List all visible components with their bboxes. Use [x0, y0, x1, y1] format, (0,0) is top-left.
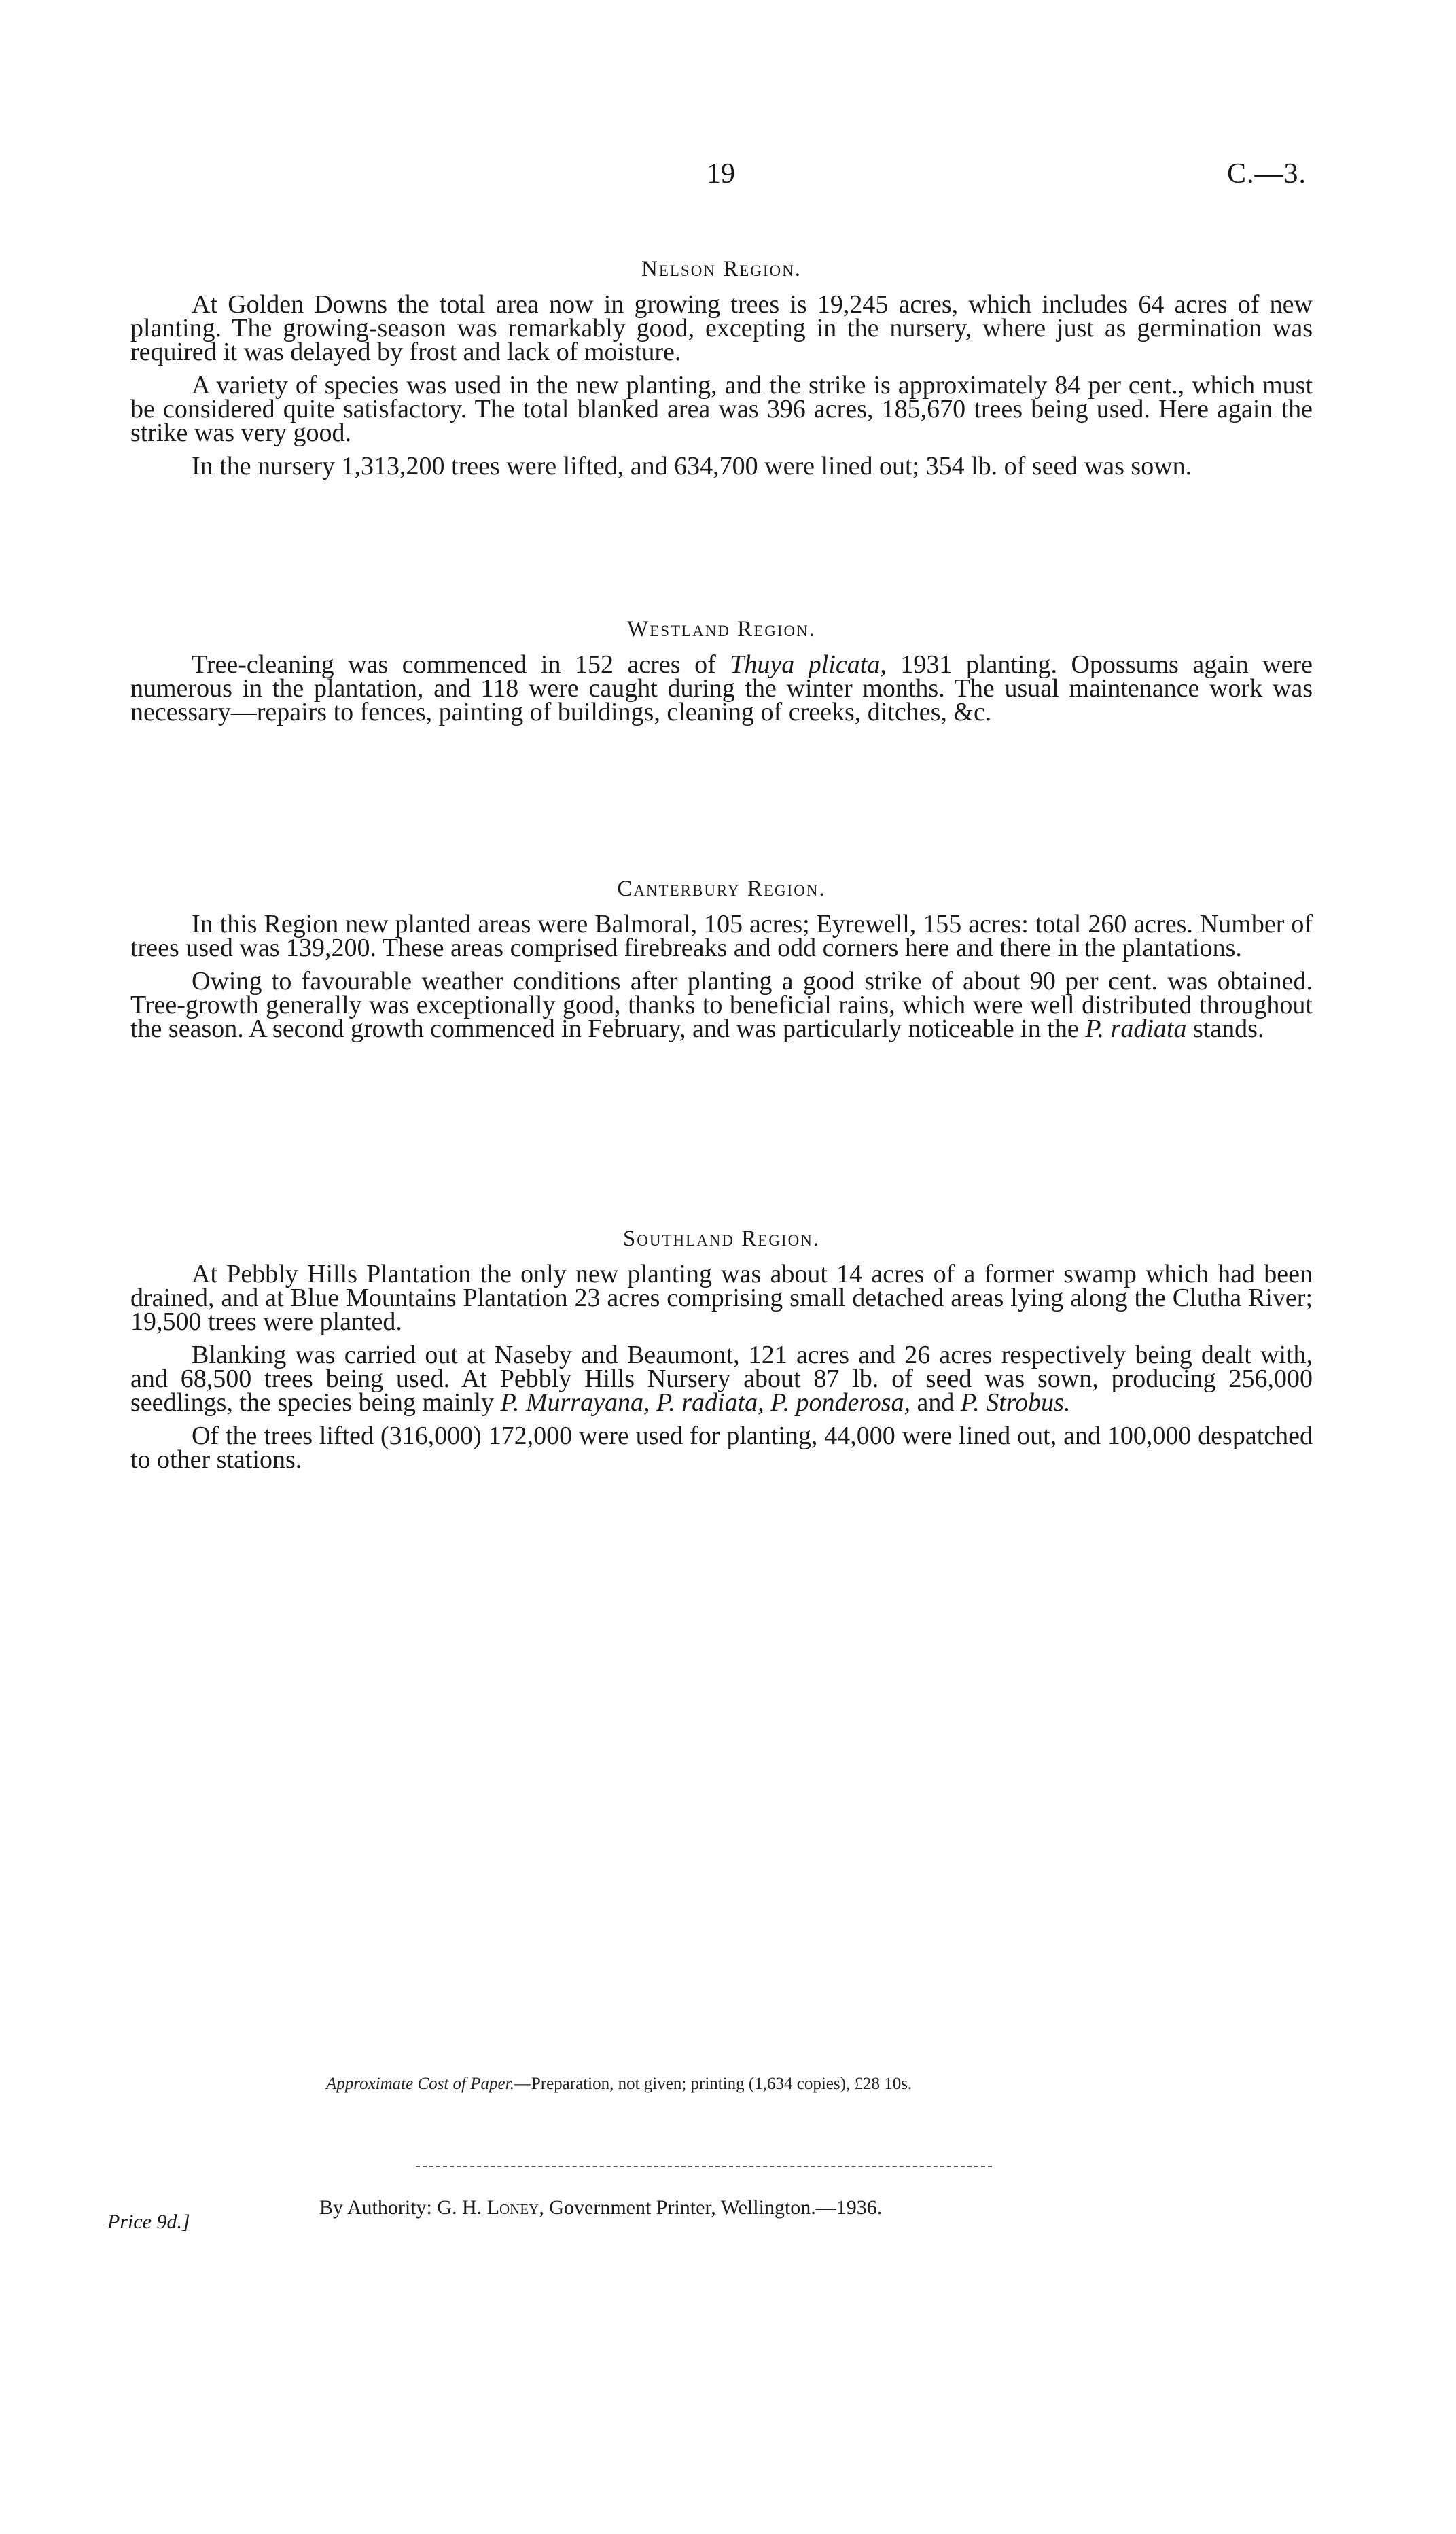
cost-label: Approximate Cost of Paper. — [326, 2075, 514, 2093]
paragraph: A variety of species was used in the new planting, and the strike is approximately 84 per cent., which must be considered quite satisfactory. The total blanked area was 396 acres, 185,670 trees being used. Here again the strike was very good. — [130, 371, 1313, 447]
section-westland-region — [130, 617, 1313, 734]
species-name: Thuya plicata — [730, 650, 881, 679]
printer-name: Loney — [486, 2196, 539, 2219]
paragraph: In this Region new planted areas were Balmoral, 105 acres; Eyrewell, 155 acres: total 260 acres. Number of trees used was 139,200. These areas comprised firebreaks and odd corners here and there in the plantations. — [130, 910, 1313, 962]
section-heading: Westland Region. — [627, 617, 816, 641]
cost-note — [326, 2075, 912, 2094]
text-run: , Government Printer, Wellington.—1936. — [539, 2196, 883, 2219]
printer-authority — [319, 2196, 882, 2219]
section-nelson-region — [130, 257, 1313, 488]
page-number: 19 — [707, 158, 735, 190]
section-southland-region — [130, 1227, 1313, 1481]
page-reference: C.—3. — [1227, 158, 1307, 190]
species-name: P. Murrayana, P. radiata, P. ponderosa, — [500, 1388, 911, 1417]
text-run: By Authority: G. H. — [319, 2196, 487, 2219]
species-name: P. Strobus. — [960, 1388, 1071, 1417]
text-run: Owing to favourable weather conditions after planting a good strike of about 90 per cent. was obtained. Tree-growth generally was exceptionally good, thanks to beneficial rains, which were well distributed throughout the season. A second growth commenced in February, and was particularly noticeable in the — [130, 967, 1313, 1043]
paragraph: Of the trees lifted (316,000) 172,000 were used for planting, 44,000 were lined out, and 100,000 despatched to other stations. — [130, 1422, 1313, 1474]
cost-text: —Preparation, not given; printing (1,634 copies), £28 10s. — [514, 2075, 912, 2093]
footer-divider — [416, 2166, 992, 2167]
text-run: Tree-cleaning was commenced in 152 acres of — [192, 650, 730, 679]
paragraph: At Golden Downs the total area now in growing trees is 19,245 acres, which includes 64 acres of new planting. The growing-season was remarkably good, excepting in the nursery, where just as germination was required it was delayed by frost and lack of moisture. — [130, 290, 1313, 366]
species-name: P. radiata — [1085, 1015, 1187, 1043]
text-run: , 1931 planting. Opossums again were numerous in the plantation, and 118 were caught during the winter months. The usual maintenance work was necessary—repairs to fences, painting of buildings, cleaning of creeks, ditches, &c. — [130, 650, 1313, 726]
paragraph: In the nursery 1,313,200 trees were lifted, and 634,700 were lined out; 354 lb. of seed was sown. — [192, 452, 1192, 480]
paragraph — [130, 967, 1313, 1043]
text-run: and — [910, 1388, 961, 1417]
paragraph — [130, 1343, 1313, 1415]
paragraph: At Pebbly Hills Plantation the only new planting was about 14 acres of a former swamp which had been drained, and at Blue Mountains Plantation 23 acres comprising small detached areas lying along the Clutha River; 19,500 trees were planted. — [130, 1260, 1313, 1336]
text-run: stands. — [1186, 1015, 1264, 1043]
price-note: Price 9d.] — [107, 2211, 190, 2233]
section-heading: Southland Region. — [622, 1227, 821, 1251]
text-run: Blanking was carried out at Naseby and Beaumont, 121 acres and 26 acres respectively being dealt with, and 68,500 trees being used. At Pebbly Hills Nursery about 87 lb. of seed was sown, producing 256,000 seedlings, the species being mainly — [130, 1341, 1313, 1417]
section-heading: Canterbury Region. — [617, 877, 826, 901]
paragraph — [130, 650, 1313, 726]
section-heading: Nelson Region. — [641, 257, 802, 281]
section-canterbury-region — [130, 877, 1313, 1051]
